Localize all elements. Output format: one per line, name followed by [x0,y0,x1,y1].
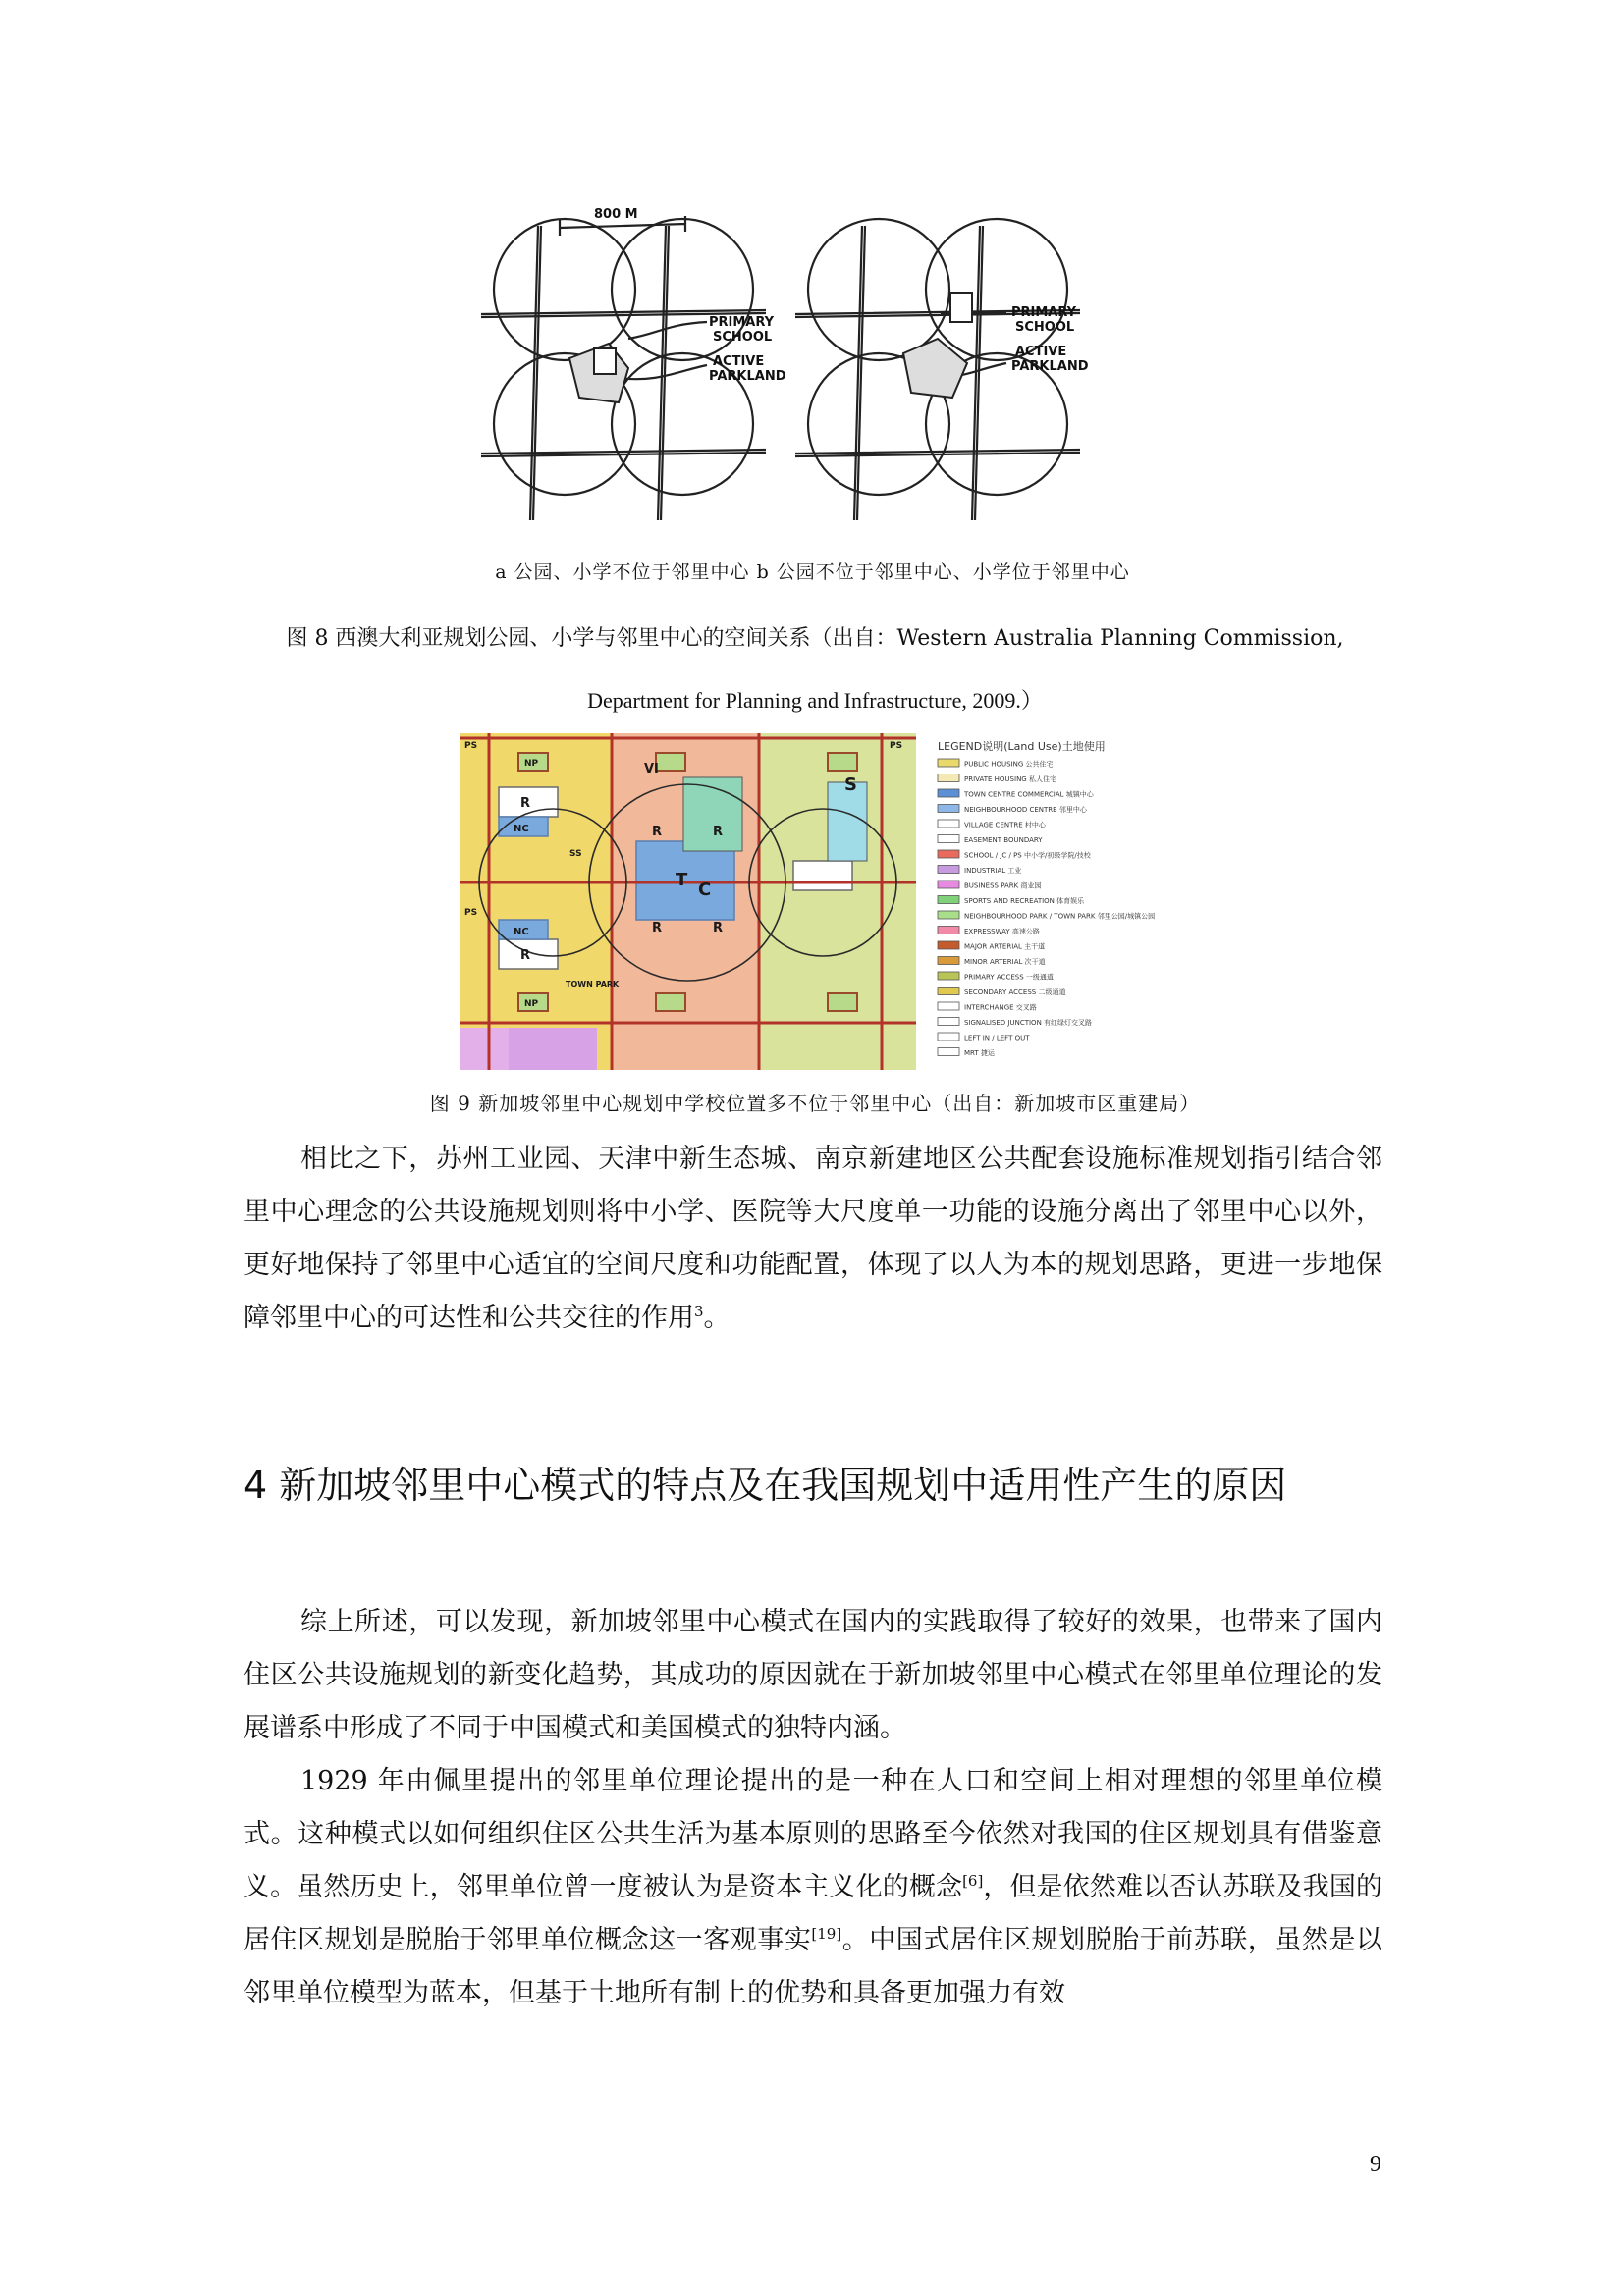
section-heading: 4 新加坡邻里中心模式的特点及在我国规划中适用性产生的原因 [244,1464,1287,1507]
map-label-ps1: PS [464,741,478,751]
legend-swatch [938,820,959,828]
legend-item-label: MINOR ARTERIAL 次干道 [964,958,1046,966]
paragraph-3-part2: ，但是依然难以否认苏联及我国的居住区规划是脱胎于邻里单位概念这一客观事实 [244,1872,1383,1955]
page-number: 9 [1370,2152,1381,2177]
legend-item-label: BUSINESS PARK 商业园 [964,881,1042,890]
legend-item-label: INDUSTRIAL 工业 [964,867,1022,875]
legend-item-label: TOWN CENTRE COMMERCIAL 城镇中心 [964,790,1094,799]
legend-item-label: PRIVATE HOUSING 私人住宅 [964,775,1056,783]
legend-swatch [938,850,959,858]
figure-9-landuse-plan [460,733,1164,1070]
left-label-primary: PRIMARY [709,315,775,330]
legend-swatch [938,972,959,980]
legend-item-label: SECONDARY ACCESS 二级通道 [964,988,1066,996]
map-label-r6: R [520,948,531,963]
legend-swatch [938,866,959,874]
legend-swatch [938,911,959,919]
map-label-r2: R [713,825,724,839]
legend-swatch [938,896,959,904]
legend-swatch [938,1018,959,1026]
legend-swatch [938,759,959,767]
legend-item-label: SIGNALISED JUNCTION 有红绿灯交叉路 [964,1019,1093,1027]
paragraph-3-ref2: [19] [811,1925,842,1943]
dimension-label: 800 M [594,207,638,222]
legend-swatch [938,941,959,949]
legend-item-label: NEIGHBOURHOOD CENTRE 邻里中心 [964,806,1087,814]
legend-swatch [938,835,959,843]
figure-8-caption-line2: Department for Planning and Infrastructure, 2009.） [587,688,1043,713]
figure-8-sketch [471,196,1159,530]
map-label-c: C [698,880,712,900]
map-label-r3: R [652,921,663,935]
right-label-school: SCHOOL [1015,320,1075,335]
map-label-ps3: PS [890,741,903,751]
legend-item-label: MRT 捷运 [964,1049,995,1057]
map-label-r1: R [652,825,663,839]
paragraph-1-text: 相比之下，苏州工业园、天津中新生态城、南京新建地区公共配套设施标准规划指引结合邻里中心理念的公共设施规划则将中小学、医院等大尺度单一功能的设施分离出了邻里中心以外，更好地保持了邻里中心适宜的空间尺度和功能配置，体现了以人为本的规划思路，更进一步地保障邻里中心的可达性和公共交往的作用 [244,1144,1382,1333]
paragraph-2: 综上所述，可以发现，新加坡邻里中心模式在国内的实践取得了较好的效果，也带来了国内住区公共设施规划的新变化趋势，其成功的原因就在于新加坡邻里中心模式在邻里单位理论的发展谱系中形成了不同于中国模式和美国模式的独特内涵。 [244,1607,1382,1743]
legend-swatch [938,1033,959,1041]
map-label-nc1: NC [514,824,529,834]
legend-swatch [938,927,959,934]
paragraph-3 [244,1755,1382,2020]
legend-swatch [938,774,959,782]
figure-8-caption-line1: 图 8 西澳大利亚规划公园、小学与邻里中心的空间关系（出自：Western Australia Planning Commission, [286,626,1344,651]
left-label-school: SCHOOL [713,330,773,345]
map-label-np2: NP [524,999,539,1009]
paragraph-1-ref: 3 [694,1303,704,1320]
map-label-ps2: PS [464,908,478,918]
legend-item-label: EASEMENT BOUNDARY [964,836,1043,844]
right-label-primary: PRIMARY [1011,305,1077,320]
paragraph-3-part1: 1929 年由佩里提出的邻里单位理论提出的是一种在人口和空间上相对理想的邻里单位模式。这种模式以如何组织住区公共生活为基本原则的思路至今依然对我国的住区规划具有借鉴意义。虽然历史上，邻里单位曾一度被认为是资本主义化的概念 [244,1766,1382,1902]
legend-item-label: INTERCHANGE 交叉路 [964,1003,1037,1012]
map-label-t: T [676,870,688,890]
left-label-active: ACTIVE [713,354,765,369]
legend-item-label: LEFT IN / LEFT OUT [964,1034,1030,1042]
legend-item-label: PUBLIC HOUSING 公共住宅 [964,760,1054,769]
map-label-nc2: NC [514,927,529,937]
legend-swatch [938,1002,959,1010]
figure-8-diagram [471,196,1159,530]
legend-item-label: NEIGHBOURHOOD PARK / TOWN PARK 邻里公园/城镇公园 [964,912,1156,921]
legend-item-label: EXPRESSWAY 高速公路 [964,928,1040,935]
legend-swatch [938,881,959,888]
paragraph-3-part3: 。中国式居住区规划脱胎于前苏联，虽然是以邻里单位模型为蓝本，但基于土地所有制上的优势和具备更加强力有效 [244,1925,1383,2008]
legend-swatch [938,957,959,965]
legend-item-label: SCHOOL / JC / PS 中小学/初级学院/技校 [964,851,1091,860]
legend-swatch [938,1048,959,1056]
legend-swatch [938,988,959,995]
legend-swatch [938,805,959,813]
map-label-vi: VI [644,762,659,776]
map-label-s: S [844,774,857,795]
figure-8-subcaption: a 公园、小学不位于邻里中心 b 公园不位于邻里中心、小学位于邻里中心 [495,561,1130,583]
figure-9-caption: 图 9 新加坡邻里中心规划中学校位置多不位于邻里中心（出自：新加坡市区重建局） [429,1092,1201,1115]
legend-item-label: SPORTS AND RECREATION 体育娱乐 [964,897,1085,905]
figure-9-map [460,733,1164,1070]
right-label-parkland: PARKLAND [1011,359,1089,374]
legend-title: LEGEND说明(Land Use)土地使用 [938,740,1106,753]
left-label-parkland: PARKLAND [709,369,786,384]
map-label-np1: NP [524,759,539,769]
legend-swatch [938,789,959,797]
paragraph-1-end: 。 [703,1303,731,1333]
legend-item-label: VILLAGE CENTRE 村中心 [964,821,1046,829]
map-label-ss: SS [569,849,582,859]
legend-item-label: MAJOR ARTERIAL 主干道 [964,942,1046,951]
map-label-r4: R [713,921,724,935]
map-label-r5: R [520,796,531,811]
legend-item-label: PRIMARY ACCESS 一级通道 [964,973,1054,982]
right-label-active: ACTIVE [1015,345,1067,359]
map-label-town-park: TOWN PARK [566,980,620,988]
paragraph-3-ref1: [6] [962,1872,984,1890]
paragraph-1 [244,1133,1382,1345]
